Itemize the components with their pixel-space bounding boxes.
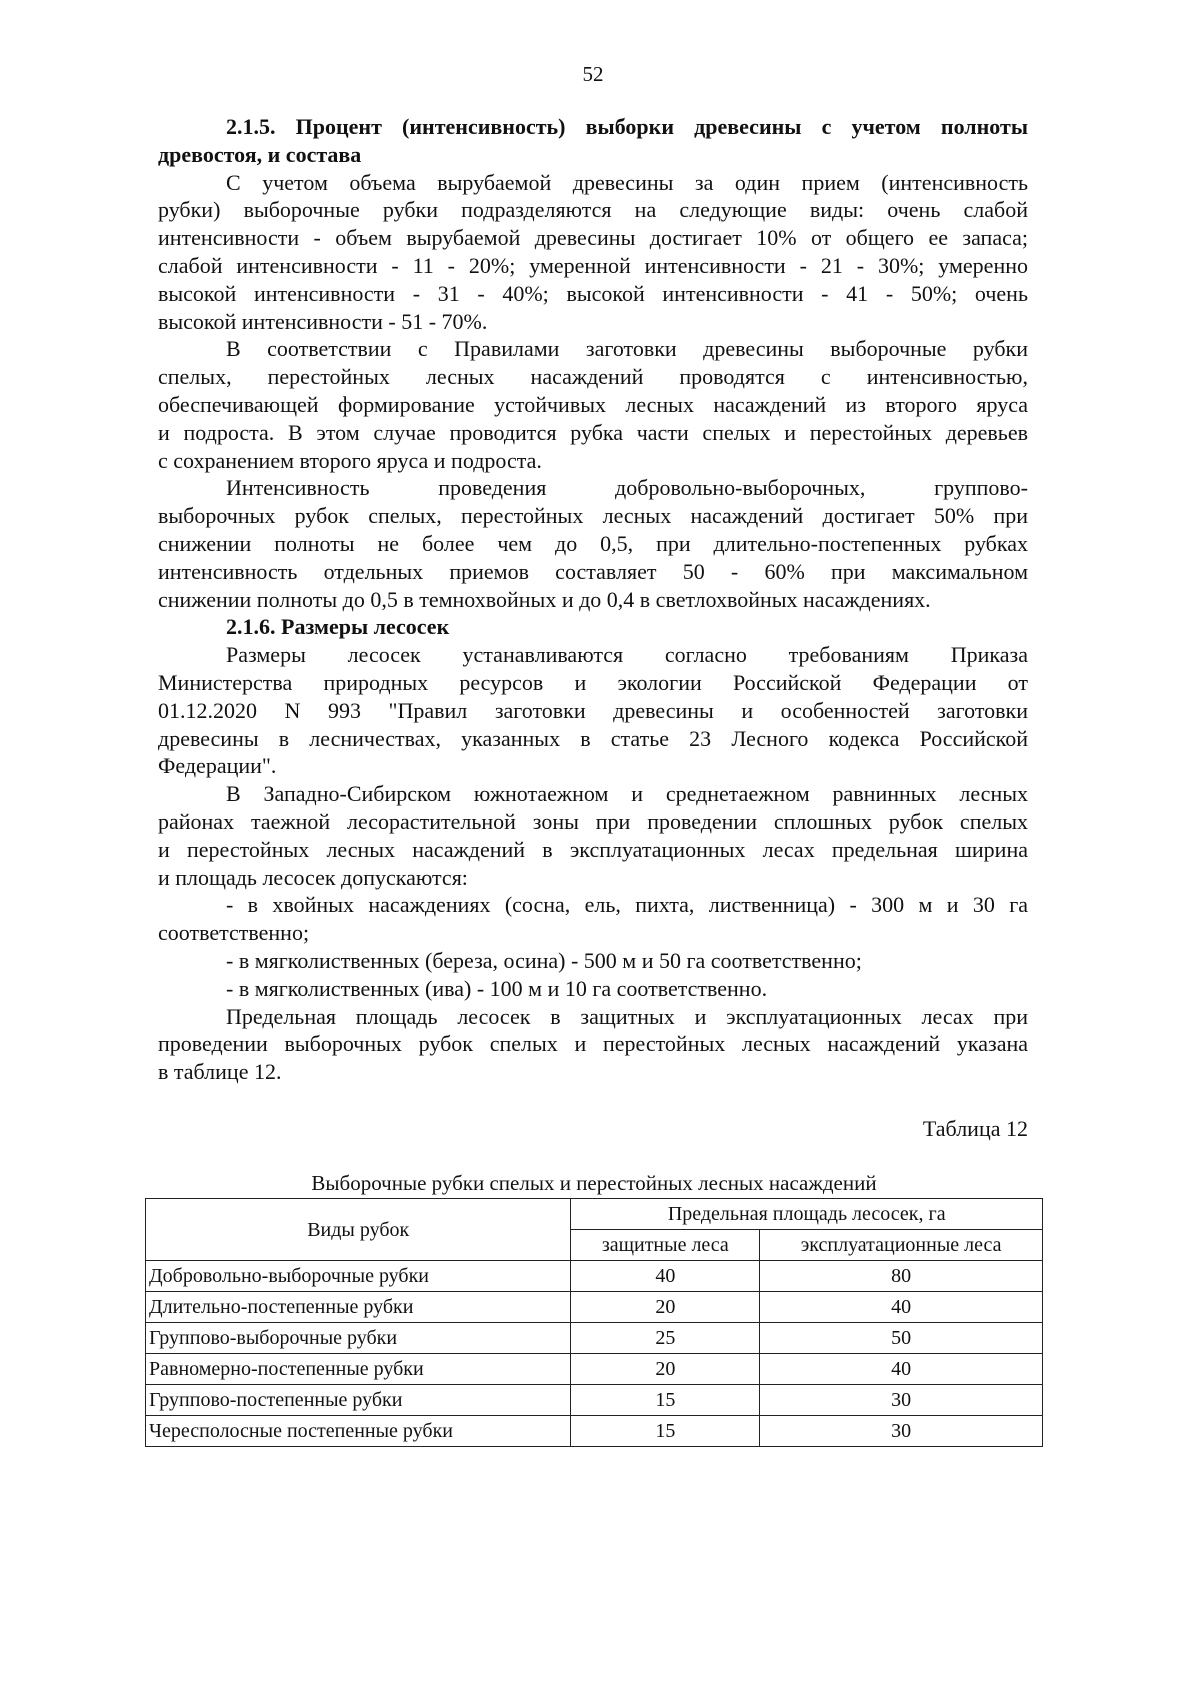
table-row (146, 1385, 1043, 1416)
paragraph (158, 335, 1028, 474)
paragraph (158, 947, 1028, 975)
protective-area-cell: 40 (571, 1261, 760, 1292)
production-area-cell: 30 (760, 1416, 1043, 1447)
text-line: высокой интенсивности - 51 - 70%. (158, 308, 488, 334)
paragraph (158, 780, 1028, 891)
header-area-limit: Предельная площадь лесосек, га (571, 1199, 1043, 1230)
section-heading (158, 113, 1028, 169)
cutting-type-cell: Длительно-постепенные рубки (146, 1292, 571, 1323)
cutting-type-cell: Чересполосные постепенные рубки (146, 1416, 571, 1447)
header-production-forests: эксплуатационные леса (760, 1230, 1043, 1261)
header-cutting-type: Виды рубок (146, 1199, 571, 1261)
text-line: рубки) выборочные рубки подразделяются на следующие виды: очень слабой (158, 197, 1028, 223)
production-area-cell: 40 (760, 1354, 1043, 1385)
table-row (146, 1292, 1043, 1323)
text-line: - в мягколиственных (ива) - 100 м и 10 га соответственно. (226, 975, 768, 1001)
protective-area-cell: 15 (571, 1416, 760, 1447)
text-line: Предельная площадь лесосек в защитных и эксплуатационных лесах при (226, 1003, 1028, 1029)
text-line: В Западно-Сибирском южнотаежном и среднетаежном равнинных лесных (226, 781, 1028, 807)
cutting-type-cell: Группово-постепенные рубки (146, 1385, 571, 1416)
table-number-label: Таблица 12 (922, 1116, 1028, 1141)
protective-area-cell: 20 (571, 1292, 760, 1323)
cutting-type-cell: Добровольно-выборочные рубки (146, 1261, 571, 1292)
text-line: интенсивность отдельных приемов составляет 50 - 60% при максимальном (158, 558, 1028, 584)
page-number: 52 (582, 62, 604, 86)
table-row (146, 1354, 1043, 1385)
text-line: выборочных рубок спелых, перестойных лесных насаждений достигает 50% при (158, 503, 1028, 529)
text-line: районах таежной лесорастительной зоны при проведении сплошных рубок спелых (158, 808, 1028, 834)
text-line: 2.1.5. Процент (интенсивность) выборки древесины с учетом полноты (226, 114, 1028, 139)
text-line: слабой интенсивности - 11 - 20%; умеренной интенсивности - 21 - 30%; умеренно (158, 252, 1028, 278)
text-line: - в мягколиственных (береза, осина) - 500 м и 50 га соответственно; (226, 947, 862, 973)
text-line: снижении полноты до 0,5 в темнохвойных и до 0,4 в светлохвойных насаждениях. (158, 586, 931, 612)
text-line: Размеры лесосек устанавливаются согласно требованиям Приказа (226, 642, 1028, 668)
production-area-cell: 80 (760, 1261, 1043, 1292)
cutting-area-table (145, 1198, 1043, 1447)
text-line: интенсивности - объем вырубаемой древесины достигает 10% от общего ее запаса; (158, 225, 1028, 251)
protective-area-cell: 15 (571, 1385, 760, 1416)
paragraph (158, 169, 1028, 336)
subsection-heading (158, 613, 1028, 641)
text-line: В соответствии с Правилами заготовки древесины выборочные рубки (226, 336, 1028, 362)
production-area-cell: 50 (760, 1323, 1043, 1354)
protective-area-cell: 25 (571, 1323, 760, 1354)
table-row (146, 1261, 1043, 1292)
table-row (146, 1416, 1043, 1447)
production-area-cell: 40 (760, 1292, 1043, 1323)
paragraph (158, 641, 1028, 780)
text-line: Федерации". (158, 753, 277, 779)
paragraph (158, 474, 1028, 613)
text-line: Министерства природных ресурсов и экологии Российской Федерации от (158, 669, 1028, 695)
paragraph (158, 1003, 1028, 1086)
text-line: соответственно; (158, 920, 310, 946)
text-line: 2.1.6. Размеры лесосек (226, 614, 450, 640)
cutting-type-cell: Равномерно-постепенные рубки (146, 1354, 571, 1385)
text-line: в таблице 12. (158, 1059, 282, 1085)
text-line: проведении выборочных рубок спелых и перестойных лесных насаждений указана (158, 1031, 1028, 1057)
text-line: и площадь лесосек допускаются: (158, 864, 468, 890)
document-body (158, 113, 1028, 1086)
text-line: - в хвойных насаждениях (сосна, ель, пихта, лиственница) - 300 м и 30 га (226, 892, 1028, 918)
text-line: и подроста. В этом случае проводится рубка части спелых и перестойных деревьев (158, 419, 1028, 445)
text-line: древостоя, и состава (158, 141, 362, 167)
text-line: 01.12.2020 N 993 "Правил заготовки древесины и особенностей заготовки (158, 697, 1028, 723)
text-line: и перестойных лесных насаждений в эксплуатационных лесах предельная ширина (158, 836, 1028, 862)
paragraph (158, 891, 1028, 947)
production-area-cell: 30 (760, 1385, 1043, 1416)
text-line: снижении полноты не более чем до 0,5, при длительно-постепенных рубках (158, 530, 1028, 556)
header-protective-forests: защитные леса (571, 1230, 760, 1261)
table-header-row (146, 1199, 1043, 1230)
text-line: высокой интенсивности - 31 - 40%; высокой интенсивности - 41 - 50%; очень (158, 280, 1028, 306)
text-line: с сохранением второго яруса и подроста. (158, 447, 542, 473)
paragraph (158, 975, 1028, 1003)
text-line: древесины в лесничествах, указанных в статье 23 Лесного кодекса Российской (158, 725, 1028, 751)
text-line: С учетом объема вырубаемой древесины за один прием (интенсивность (226, 169, 1028, 195)
table-row (146, 1323, 1043, 1354)
text-line: обеспечивающей формирование устойчивых лесных насаждений из второго яруса (158, 391, 1028, 417)
text-line: Интенсивность проведения добровольно-выборочных, группово- (226, 475, 1028, 501)
table-title: Выборочные рубки спелых и перестойных лесных насаждений (311, 1171, 877, 1195)
protective-area-cell: 20 (571, 1354, 760, 1385)
cutting-type-cell: Группово-выборочные рубки (146, 1323, 571, 1354)
text-line: спелых, перестойных лесных насаждений проводятся с интенсивностью, (158, 364, 1028, 390)
